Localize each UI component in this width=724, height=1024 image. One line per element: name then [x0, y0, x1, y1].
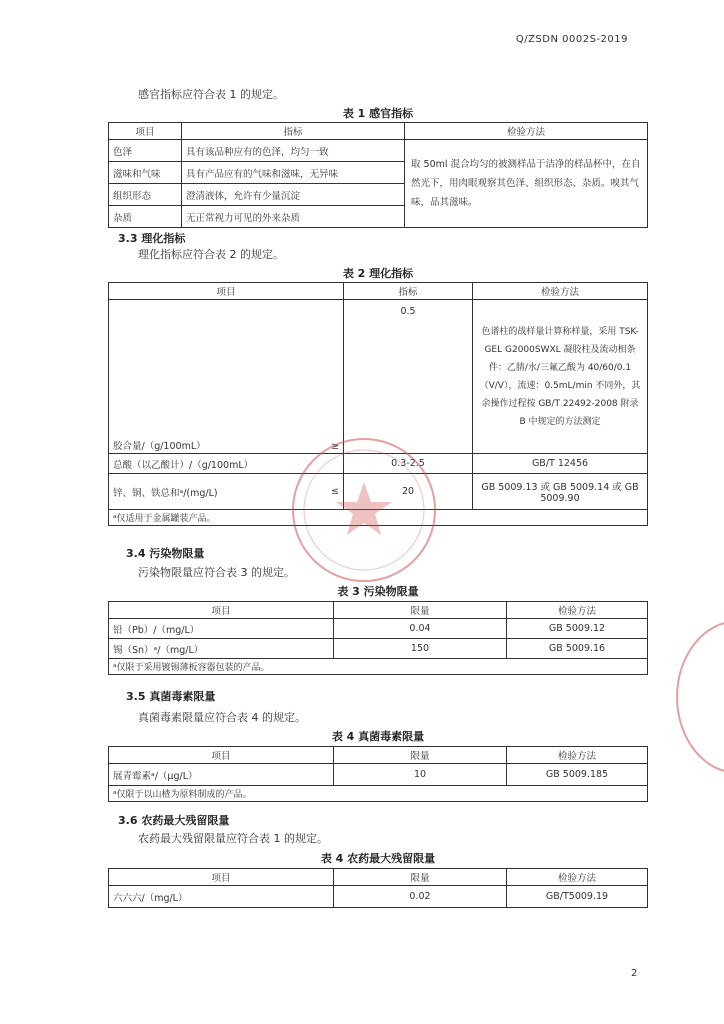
cell-operator: ≥	[317, 300, 344, 454]
table-header-row	[109, 123, 648, 140]
header-item: 项目	[109, 123, 182, 140]
header-item: 项目	[109, 602, 334, 619]
table4-mycotoxins	[108, 746, 648, 802]
header-indicator: 指标	[182, 123, 405, 140]
cell-method: GB 5009.185	[507, 764, 648, 786]
cell-method: GB/T5009.19	[507, 886, 648, 908]
cell-value: 0.5	[344, 300, 473, 454]
section-3-6-title: 3.6 农药最大残留限量	[118, 814, 230, 827]
cell-item: 色泽	[109, 140, 182, 162]
cell-method: 取 50ml 混合均匀的被测样品于洁净的样品杯中，在自然光下，用肉眼观察其色泽、组织形态、杂质。嗅其气味，品其滋味。	[405, 140, 648, 228]
cell-item: 总酸（以乙酸计）/（g/100mL）	[109, 454, 344, 474]
cell-limit: 0.04	[334, 619, 507, 639]
header-limit: 限量	[334, 602, 507, 619]
table5-caption: 表 4 农药最大残留限量	[320, 852, 436, 865]
section-3-5-text: 真菌毒素限量应符合表 4 的规定。	[138, 711, 306, 724]
cell-item: 锡（Sn）ᵃ/（mg/L）	[109, 639, 334, 659]
table3-caption: 表 3 污染物限量	[337, 585, 419, 598]
cell-value: 0.3-2.5	[344, 454, 473, 474]
table-note: ᵃ仅适用于金属罐装产品。	[109, 510, 648, 526]
section-3-3-title: 3.3 理化指标	[118, 232, 186, 245]
cell-limit: 0.02	[334, 886, 507, 908]
cell-method: GB 5009.12	[507, 619, 648, 639]
header-method: 检验方法	[473, 283, 648, 300]
seal-star-icon	[294, 440, 434, 580]
cell-limit: 150	[334, 639, 507, 659]
cell-item: 锌、铜、铁总和ᵃ/(mg/L)	[109, 474, 318, 510]
header-item: 项目	[109, 869, 334, 886]
table2-caption: 表 2 理化指标	[342, 267, 414, 280]
header-limit: 限量	[334, 747, 507, 764]
table-row	[109, 886, 648, 908]
table-header-row	[109, 747, 648, 764]
cell-indicator: 具有该品种应有的色泽，均匀一致	[182, 140, 405, 162]
cell-item: 组织形态	[109, 184, 182, 206]
table-row	[109, 300, 648, 454]
cell-operator: ≤	[317, 474, 344, 510]
header-method: 检验方法	[507, 602, 648, 619]
table-note: ᵃ仅限于以山楂为原料制成的产品。	[109, 786, 648, 802]
table1-caption: 表 1 感官指标	[342, 107, 414, 120]
table-note-row	[109, 659, 648, 675]
cell-method: GB 5009.16	[507, 639, 648, 659]
header-method: 检验方法	[405, 123, 648, 140]
cell-item: 铅（Pb）/（mg/L）	[109, 619, 334, 639]
header-method: 检验方法	[507, 747, 648, 764]
table-row	[109, 764, 648, 786]
page-number: 2	[631, 968, 638, 979]
table-row	[109, 639, 648, 659]
edge-seal-stamp	[676, 620, 724, 774]
cell-limit: 10	[334, 764, 507, 786]
cell-method: GB 5009.13 或 GB 5009.14 或 GB 5009.90	[473, 474, 648, 510]
table4-caption: 表 4 真菌毒素限量	[331, 730, 425, 743]
cell-value: 20	[344, 474, 473, 510]
table-header-row	[109, 602, 648, 619]
cell-indicator: 无正常视力可见的外来杂质	[182, 206, 405, 228]
table-note-row	[109, 786, 648, 802]
header-limit: 限量	[334, 869, 507, 886]
document-code: Q/ZSDN 0002S-2019	[515, 34, 628, 45]
section-3-4-text: 污染物限量应符合表 3 的规定。	[138, 566, 295, 579]
header-indicator: 指标	[344, 283, 473, 300]
table3-contaminants	[108, 601, 648, 675]
section-3-6-text: 农药最大残留限量应符合表 1 的规定。	[138, 832, 328, 845]
table-header-row	[109, 283, 648, 300]
cell-item: 展青霉素ᵃ/（μg/L）	[109, 764, 334, 786]
cell-item: 杂质	[109, 206, 182, 228]
intro-text: 感官指标应符合表 1 的规定。	[138, 88, 284, 101]
cell-method: 色谱柱的战样量计算称样量，采用 TSK-GEL G2000SWXL 凝胶柱及流动相条件：乙腈/水/三氟乙酸为 40/60/0.1（V/V），流速：0.5mL/min 不同外，其余操作过程按 GB/T 22492-2008 附录 B 中规定的方法测定	[473, 300, 648, 454]
cell-item: 滋味和气味	[109, 162, 182, 184]
table5-pesticide	[108, 868, 648, 908]
cell-item: 六六六/（mg/L）	[109, 886, 334, 908]
table-header-row	[109, 869, 648, 886]
company-seal-stamp	[292, 438, 436, 582]
cell-indicator: 澄清液体，允许有少量沉淀	[182, 184, 405, 206]
header-method: 检验方法	[507, 869, 648, 886]
table1-sensory	[108, 122, 648, 228]
table-row	[109, 619, 648, 639]
table-row	[109, 140, 648, 162]
table-note: ᵃ仅限于采用镀锡薄板容器包装的产品。	[109, 659, 648, 675]
section-3-4-title: 3.4 污染物限量	[126, 547, 205, 560]
cell-indicator: 具有产品应有的气味和滋味，无异味	[182, 162, 405, 184]
cell-item: 胶合量/（g/100mL）	[109, 300, 318, 454]
header-item: 项目	[109, 747, 334, 764]
section-3-5-title: 3.5 真菌毒素限量	[126, 690, 216, 703]
section-3-3-text: 理化指标应符合表 2 的规定。	[138, 248, 284, 261]
header-item: 项目	[109, 283, 344, 300]
cell-method: GB/T 12456	[473, 454, 648, 474]
